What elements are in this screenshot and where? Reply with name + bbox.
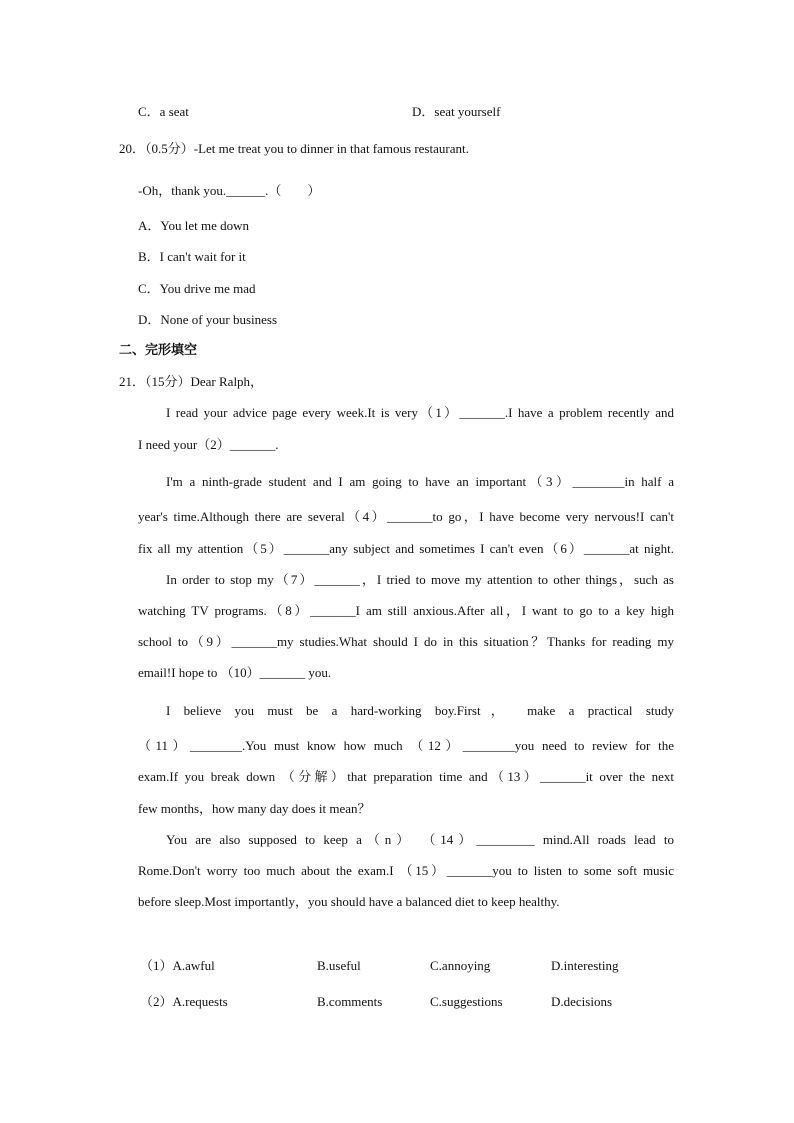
q20-stem: 20．（0.5分）-Let me treat you to dinner in that famous restaurant.	[119, 141, 469, 156]
q19-option-c: C．a seat	[138, 104, 189, 119]
passage-line: （11）________.You must know how much （12）________you need to review for the	[138, 738, 674, 753]
passage-line: Rome.Don't worry too much about the exam.I （15）_______you to listen to some soft music	[138, 863, 674, 878]
answer-option-c: C.annoying	[430, 958, 491, 973]
answer-option-c: C.suggestions	[430, 994, 503, 1009]
passage-line: You are also supposed to keep a（n） （14）_________ mind.All roads lead to	[166, 832, 674, 847]
answer-option-d: D.interesting	[551, 958, 619, 973]
passage-line: before sleep.Most importantly，you should have a balanced diet to keep healthy.	[138, 894, 560, 909]
q20-option-a: A．You let me down	[138, 218, 249, 233]
q20-option-d: D．None of your business	[138, 312, 278, 327]
q20-option-b: B．I can't wait for it	[138, 249, 246, 264]
passage-line: school to（9）_______my studies.What should I do in this situation？Thanks for reading my	[138, 634, 674, 649]
q21-stem: 21．（15分）Dear Ralph，	[119, 374, 264, 389]
answer-option-b: B.useful	[317, 958, 361, 973]
passage-line: I read your advice page every week.It is very（1）_______.I have a problem recently and	[166, 405, 674, 420]
passage-line: exam.If you break down （分解）that preparation time and（13）_______it over the next	[138, 769, 674, 784]
q20-option-c: C．You drive me mad	[138, 281, 256, 296]
answer-option-b: B.comments	[317, 994, 383, 1009]
passage-line: I believe you must be a hard-working boy.First， make a practical study	[166, 703, 674, 718]
passage-line: watching TV programs.（8）_______I am still anxious.After all，I want to go to a key high	[138, 603, 674, 618]
q20-reply: -Oh，thank you.______.（ ）	[138, 183, 321, 198]
section-title: 二、完形填空	[119, 343, 198, 358]
q19-option-d: D．seat yourself	[412, 104, 501, 119]
answer-option-a: （1）A.awful	[140, 958, 215, 973]
passage-line: few months，how many day does it mean？	[138, 801, 371, 816]
answer-option-d: D.decisions	[551, 994, 613, 1009]
passage-line: email!I hope to （10）_______ you.	[138, 665, 332, 680]
passage-line: In order to stop my（7）_______，I tried to move my attention to other things，such as	[166, 572, 674, 587]
passage-line: I need your（2）_______.	[138, 437, 279, 452]
answer-option-a: （2）A.requests	[140, 994, 228, 1009]
passage-line: fix all my attention（5）_______any subject and sometimes I can't even（6）_______at night.	[138, 541, 674, 556]
passage-line: year's time.Although there are several（4）_______to go，I have become very nervous!I can't	[138, 509, 674, 524]
passage-line: I'm a ninth-grade student and I am going to have an important（3）________in half a	[166, 474, 674, 489]
